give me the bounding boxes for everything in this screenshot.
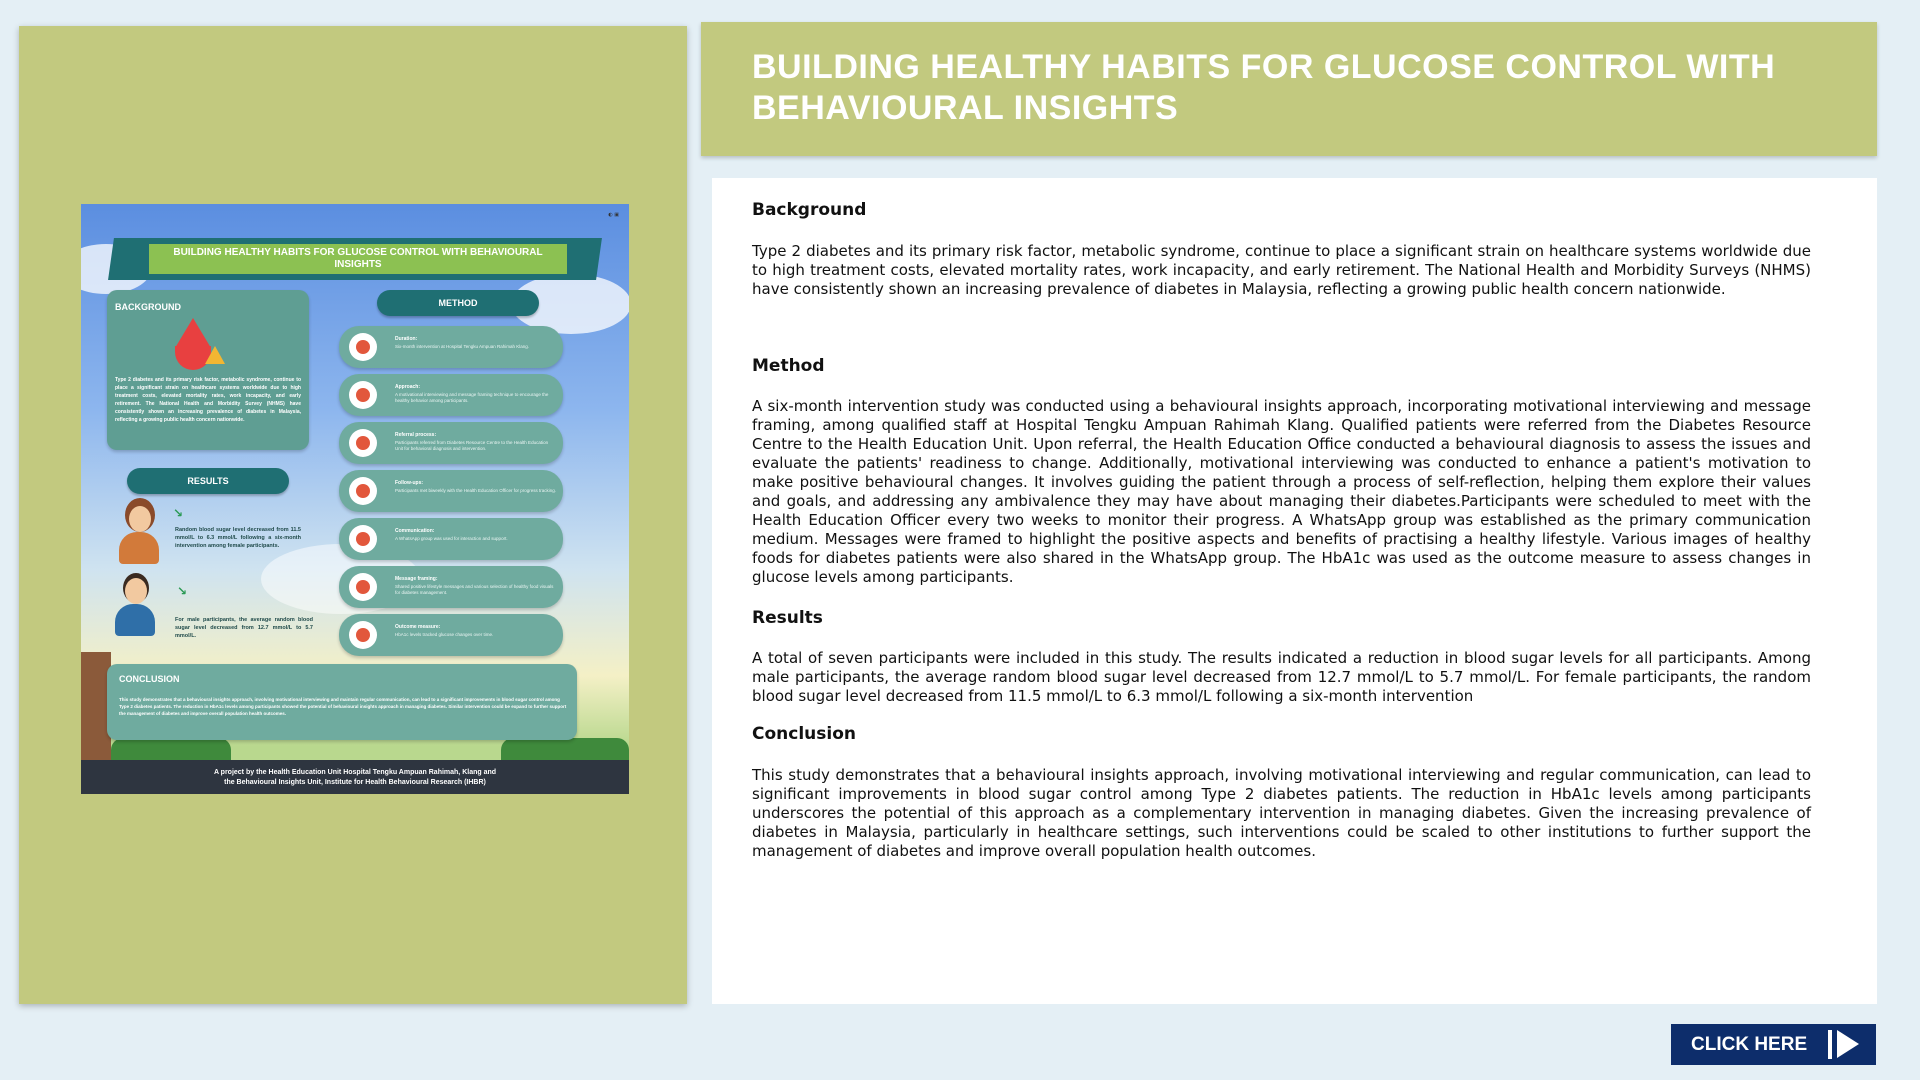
step-text: A motivational interviewing and message framing technique to encourage the healthy behavior among participants. bbox=[395, 392, 549, 403]
step-label: Communication: bbox=[395, 528, 435, 534]
conclusion-heading: Conclusion bbox=[752, 724, 856, 744]
network-icon bbox=[349, 525, 377, 553]
chart-icon bbox=[349, 621, 377, 649]
poster-method-step bbox=[339, 566, 563, 608]
step-text: Shared positive lifestyle messages and various selection of healthy food visuals for diabetes management. bbox=[395, 584, 554, 595]
poster-method-step bbox=[339, 470, 563, 512]
step-text: Participants referred from Diabetes Resource Centre to the Health Education Unit for behavioral diagnosis and intervention. bbox=[395, 440, 549, 451]
step-label: Approach: bbox=[395, 384, 420, 390]
poster-footer bbox=[81, 760, 629, 794]
method-heading: Method bbox=[752, 356, 825, 376]
poster-method-step bbox=[339, 374, 563, 416]
step-label: Follow-ups: bbox=[395, 480, 424, 486]
male-avatar-icon bbox=[113, 578, 157, 636]
step-label: Outcome measure: bbox=[395, 624, 441, 630]
poster-female-result: Random blood sugar level decreased from 11.5 mmol/L to 6.3 mmol/L following a six-month intervention among female participants. bbox=[175, 527, 301, 549]
page-title: BUILDING HEALTHY HABITS FOR GLUCOSE CONTROL WITH BEHAVIOURAL INSIGHTS bbox=[752, 48, 1776, 127]
title-header bbox=[701, 22, 1877, 156]
poster-method-title: METHOD bbox=[377, 290, 539, 316]
blood-drop-icon bbox=[175, 318, 211, 348]
poster-background-text: Type 2 diabetes and its primary risk factor, metabolic syndrome, continue to place a significant strain on healthcare systems worldwide due to high treatment costs, elevated mortality rates, work incapacity, and early retirement. The National Health and Morbidity Survey (NHMS) have consistently shown an increasing prevalence of diabetes in Malaysia, reflecting a growing public health concern nationwide. bbox=[115, 377, 301, 423]
conclusion-text: This study demonstrates that a behavioural insights approach, involving motivational interviewing and regular communication, can lead to significant improvements in blood sugar control among Type 2 diabetes patients. The reduction in HbA1c levels among participants underscores the potential of this approach as a complementary intervention in managing diabetes. Given the increasing prevalence of diabetes in Malaysia, particularly in healthcare settings, such interventions could be scaled to other institutions to further support the management of diabetes and improve overall population health outcomes. bbox=[752, 766, 1811, 860]
click-here-button[interactable] bbox=[1671, 1024, 1876, 1065]
phone-icon bbox=[349, 573, 377, 601]
poster-method-step bbox=[339, 422, 563, 464]
clock-icon bbox=[349, 333, 377, 361]
people-icon bbox=[349, 381, 377, 409]
step-label: Referral process: bbox=[395, 432, 437, 438]
abstract-panel bbox=[712, 178, 1877, 1004]
poster-logos-icon: ◐ ▣ bbox=[608, 212, 619, 218]
poster-conclusion-card bbox=[107, 664, 577, 740]
trend-down-icon: ↘ bbox=[173, 506, 184, 520]
trend-down-icon: ↘ bbox=[177, 584, 188, 598]
poster-male-result: For male participants, the average random blood sugar level decreased from 12.7 mmol/L to 5.7 mmol/L. bbox=[175, 617, 313, 639]
step-label: Duration: bbox=[395, 336, 418, 342]
bush-illustration bbox=[501, 738, 629, 760]
poster-footer-line: the Behavioural Insights Unit, Institute for Health Behavioural Research (IHBR) bbox=[224, 779, 486, 786]
bush-illustration bbox=[111, 738, 231, 760]
poster-method-step bbox=[339, 518, 563, 560]
results-heading: Results bbox=[752, 608, 823, 628]
poster-image[interactable] bbox=[81, 204, 629, 794]
poster-panel bbox=[19, 26, 687, 1004]
step-text: HbA1c levels tracked glucose changes over time. bbox=[395, 632, 494, 637]
warning-icon bbox=[205, 346, 225, 364]
play-arrow-icon bbox=[1828, 1030, 1860, 1059]
results-text: A total of seven participants were included in this study. The results indicated a reduction in blood sugar levels for all participants. Among male participants, the average random blood sugar level decreased from 12.7 mmol/L to 5.7 mmol/L. For female participants, the random blood sugar level decreased from 11.5 mmol/L to 6.3 mmol/L following a six-month intervention bbox=[752, 649, 1811, 705]
poster-banner-title: BUILDING HEALTHY HABITS FOR GLUCOSE CONTROL WITH BEHAVIOURAL INSIGHTS bbox=[149, 244, 567, 274]
checklist-icon bbox=[349, 477, 377, 505]
step-text: Six-month intervention at Hospital Tengku Ampuan Rahimah Klang. bbox=[395, 344, 529, 349]
background-heading: Background bbox=[752, 200, 867, 220]
poster-background-card bbox=[107, 290, 309, 450]
poster-conclusion-text: This study demonstrates that a behavioural insights approach, involving motivational interviewing and maintain regular communication, can lead to a significant improvements in blood sugar control among Type 2 diabetes patients. The reduction in HbA1c levels among participants showed the potential of behavioural insights approach in managing diabetes. Similar intervention could be expand to further support the management of diabetes and improve overall population health outcomes. bbox=[119, 697, 567, 716]
poster-method-step bbox=[339, 614, 563, 656]
step-label: Message framing: bbox=[395, 576, 438, 582]
click-here-label: CLICK HERE bbox=[1691, 1033, 1808, 1055]
step-text: Participants met biweekly with the Health Education Officer for progress tracking. bbox=[395, 488, 556, 493]
female-avatar-icon bbox=[117, 506, 161, 564]
background-text: Type 2 diabetes and its primary risk factor, metabolic syndrome, continue to place a significant strain on healthcare systems worldwide due to high treatment costs, elevated mortality rates, work incapacity, and early retirement. The National Health and Morbidity Surveys (NHMS) have consistently shown an increasing prevalence of diabetes in Malaysia, reflecting a growing public health concern nationwide. bbox=[752, 242, 1811, 298]
poster-background-title: BACKGROUND bbox=[115, 302, 181, 312]
step-text: A WhatsApp group was used for interaction and support. bbox=[395, 536, 508, 541]
poster-footer-line: A project by the Health Education Unit Hospital Tengku Ampuan Rahimah, Klang and bbox=[213, 769, 497, 776]
poster-results-title: RESULTS bbox=[127, 468, 289, 494]
method-text: A six-month intervention study was conducted using a behavioural insights approach, incorporating motivational interviewing and message framing, among qualified staff at Hospital Tengku Ampuan Rahimah Klang. Qualified patients were referred from the Diabetes Resource Centre to the Health Education Unit. Upon referral, the Health Education Office conducted a behavioural diagnosis to assess the issues and evaluate the patients' readiness to change. Additionally, motivational interviewing was conducted to enhance a patient's motivation to make positive behavioural changes. It involves guiding the patient through a process of self-reflection, helping them explore their values and goals, and addressing any ambivalence they may have about managing their diabetes.Participants were scheduled to meet with the Health Education Officer every two weeks to monitor their progress. A WhatsApp group was established as the primary communication medium. Messages were framed to highlight the positive aspects and benefits of practising a healthy lifestyle. Various images of healthy foods for diabetes patients were also shared in the WhatsApp group. The HbA1c was used as the outcome measure to assess changes in glucose levels among participants. bbox=[752, 397, 1811, 586]
referral-icon bbox=[349, 429, 377, 457]
poster-conclusion-title: CONCLUSION bbox=[119, 674, 180, 684]
poster-method-step bbox=[339, 326, 563, 368]
